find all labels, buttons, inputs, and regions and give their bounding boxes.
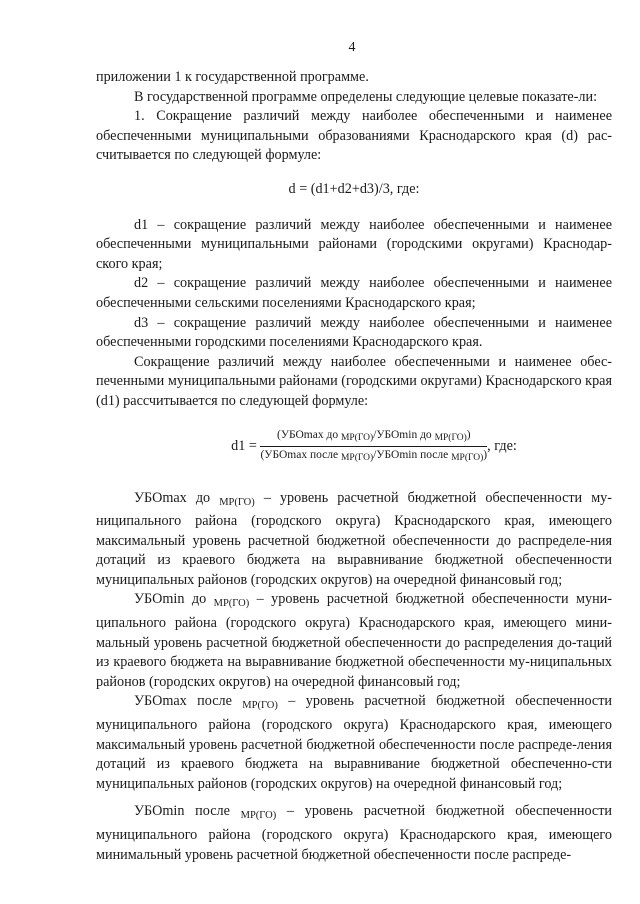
- definition-ubo-min-after: УБОmin после $_{МР(ГО)}$ – уровень расчетной бюджетной обеспеченности муниципального района (городского округа) Краснодарского края, имеющего минимальный уровень расчетной бюджетной обеспеченности после распреде-: [96, 803, 613, 863]
- fraction-numerator: (УБОmax до МР(ГО)/УБОmin до МР(ГО)): [260, 428, 487, 447]
- paragraph-indicator-1: 1. Сокращение различий между наиболее обеспеченными и наименее обеспеченными муниципальными образованиями Краснодарского края (d) рас-считывается по следующей формуле:: [96, 108, 612, 164]
- definition-d1: d1 – сокращение различий между наиболее обеспеченными и наименее обеспеченными муниципальными районами (городскими округами) Краснодар-ского края;: [96, 216, 612, 272]
- fraction: [260, 428, 487, 465]
- definition-d3: d3 – сокращение различий между наиболее обеспеченными и наименее обеспеченными городскими поселениями Краснодарского края.: [96, 314, 612, 351]
- paragraph-d1-intro: Сокращение различий между наиболее обеспеченными и наименее обес-печенными муниципальными районами (городскими округами) Краснодарского края (d1) рассчитывается по следующей формуле:: [96, 353, 612, 409]
- definition-ubo-max-before: УБОmax до $_{МР(ГО)}$ – уровень расчетной бюджетной обеспеченности му-ниципального района (городского округа) Краснодарского края, имеющего максимальный уровень расчетной бюджетной обеспеченности до распределе-ния дотаций из краевого бюджета на выравнивание бюджетной обеспеченности муниципальных районов (городских округов) на очередной финансовый год;: [96, 489, 613, 588]
- paragraph-continuation: приложении 1 к государственной программе.: [96, 69, 369, 85]
- formula-tail: , где:: [487, 437, 517, 454]
- formula-d1: [96, 428, 612, 465]
- document-body: [96, 0, 612, 865]
- paragraph-intro: В государственной программе определены следующие целевые показате-ли:: [134, 88, 598, 105]
- definition-ubo-max-after: УБОmax после $_{МР(ГО)}$ – уровень расчетной бюджетной обеспеченности муниципального района (городского округа) Краснодарского края, имеющего максимальный уровень расчетной бюджетной обеспеченности после распреде-ления дотаций из краевого бюджета на выравнивание бюджетной обеспеченно-сти муниципальных районов (городских округов) на очередной финансовый год;: [96, 693, 613, 792]
- definition-d2: d2 – сокращение различий между наиболее обеспеченными и наименее обеспеченными сельскими поселениями Краснодарского края;: [96, 275, 612, 311]
- page-number: 4: [348, 40, 356, 55]
- formula-d: d = (d1+d2+d3)/3, где:: [288, 180, 420, 197]
- definition-ubo-min-before: УБОmin до $_{МР(ГО)}$ – уровень расчетной бюджетной обеспеченности муни-ципального района (городского округа) Краснодарского края, имеющего мини-мальный уровень расчетной бюджетной обеспеченности до распределения до-таций из краевого бюджета на выравнивание бюджетной обеспеченности му-ниципальных районов (городских округов) на очередной финансовый год;: [96, 591, 612, 690]
- fraction-denominator: (УБОmax после МР(ГО)/УБОmin после МР(ГО)): [260, 448, 488, 463]
- formula-lhs: d1 =: [231, 437, 257, 454]
